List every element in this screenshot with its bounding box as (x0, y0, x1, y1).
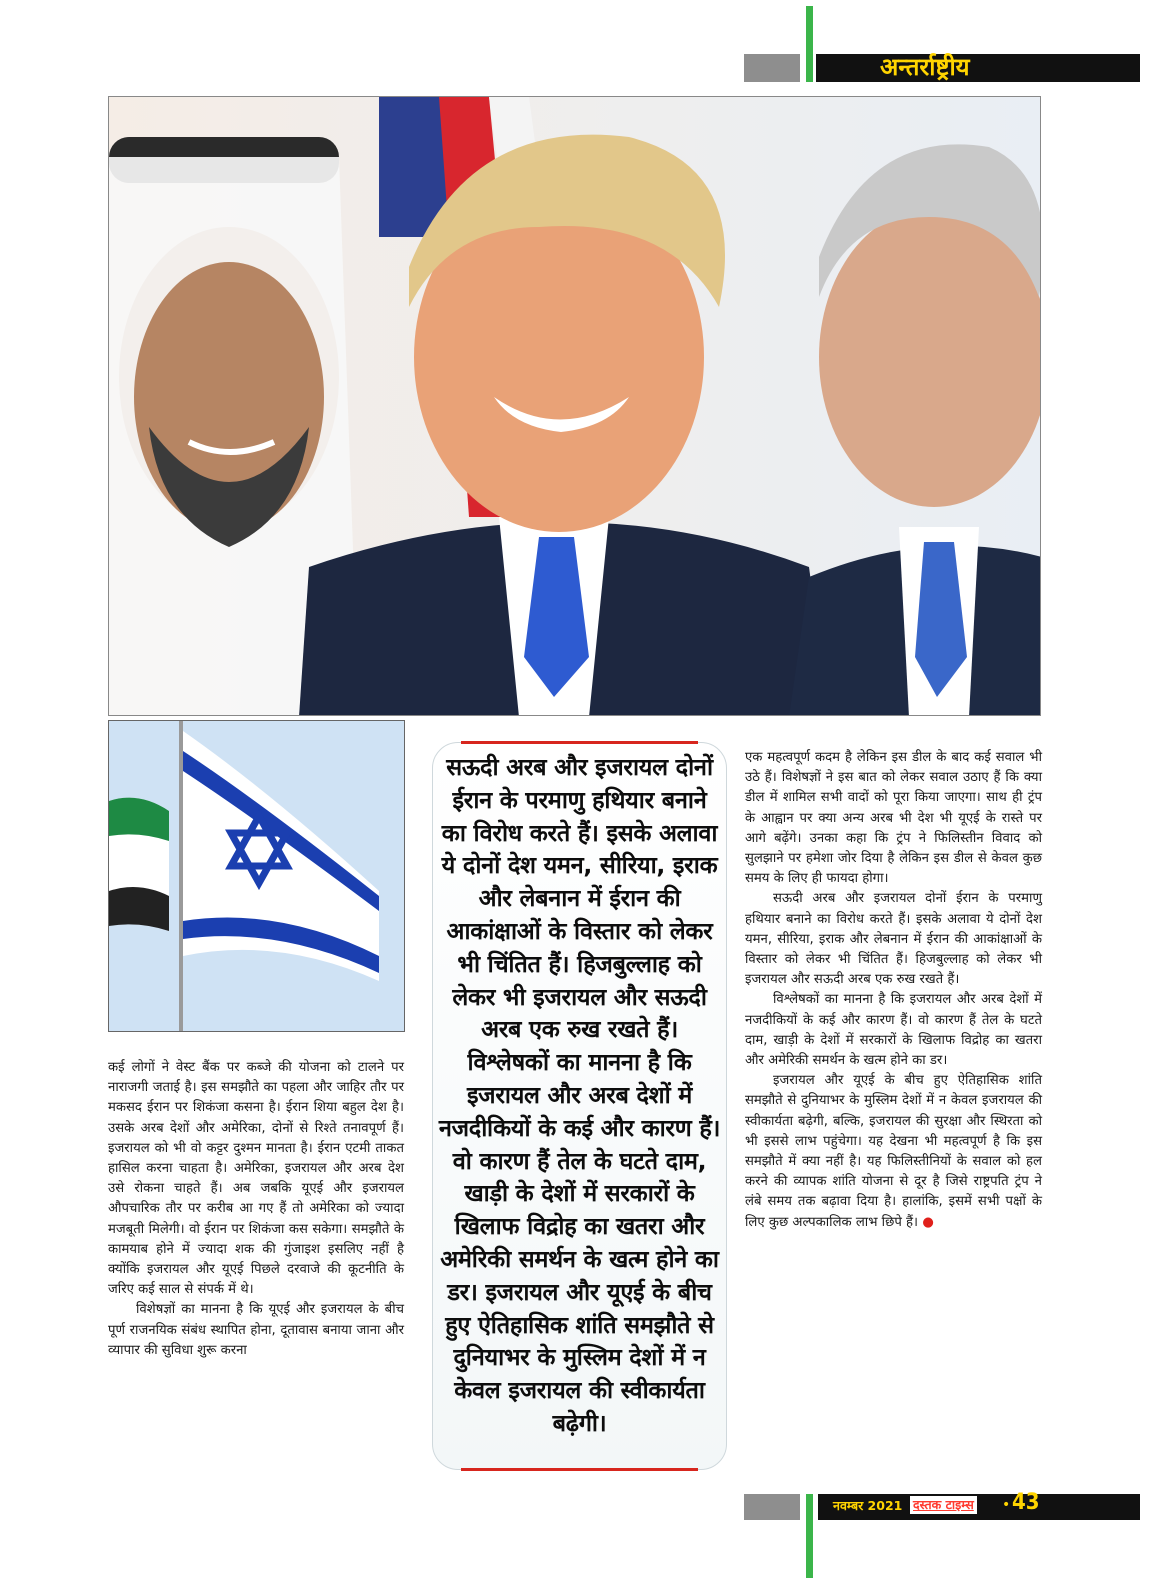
pull-quote-rule-top (461, 741, 698, 744)
paragraph: विशेषज्ञों का मानना है कि यूएई और इजरायल के बीच पूर्ण राजनयिक संबंध स्थापित होना, दूतावास बनाया जाना और व्यापार की सुविधा शुरू करना (108, 1302, 404, 1358)
article-column-left (108, 1058, 404, 1361)
flags-illustration (109, 721, 405, 1032)
header-gray-block (744, 54, 800, 82)
pull-quote-box (432, 742, 727, 1470)
footer-gray-block (744, 1494, 800, 1520)
paragraph-text: इजरायल और यूएई के बीच हुए ऐतिहासिक शांति समझौते से दुनियाभर के मुस्लिम देशों में न केवल इजरायल की स्वीकार्यता बढ़ेगी, बल्कि, इजरायल की सुरक्षा और स्थिरता को भी इससे लाभ पहुंचेगा। यह देखना भी महत्वपूर्ण है कि इस समझौते में क्या नहीं है। यह फिलिस्तीनियों के सवाल को हल करने की व्यापक शांति योजना से दूर है जिसे राष्ट्रपति ट्रंप ने लंबे समय तक बढ़ावा दिया है। हालांकि, इसमें सभी पक्षों के लिए कुछ अल्पकालिक लाभ छिपे हैं। (745, 1073, 1042, 1230)
header-green-rule (806, 6, 813, 82)
paragraph: एक महत्वपूर्ण कदम है लेकिन इस डील के बाद कई सवाल भी उठे हैं। विशेषज्ञों ने इस बात को लेकर सवाल उठाए हैं कि क्या डील में शामिल सभी वादों को पूरा किया जाएगा। साथ ही ट्रंप के आह्वान पर क्या अन्य अरब भी देश भी यूएई के रास्ते पर आगे बढ़ेंगे। उनका कहा कि ट्रंप ने फिलिस्तीन विवाद को सुलझाने पर हमेशा जोर दिया है लेकिन इस डील से केवल कुछ समय के लिए ही फायदा होगा। (745, 750, 1042, 887)
header-black-bar (816, 54, 1140, 82)
end-mark-icon: ● (922, 1214, 934, 1230)
page-number: 43 (1012, 1490, 1040, 1515)
footer-magazine-logo: दस्तक टाइम्स (910, 1496, 977, 1514)
hero-photo-illustration (109, 97, 1041, 716)
hero-photo (108, 96, 1041, 716)
paragraph: कई लोगों ने वेस्ट बैंक पर कब्जे की योजना को टालने पर नाराजगी जताई है। इस समझौते का पहला और जाहिर तौर पर मकसद ईरान पर शिकंजा कसना है। ईरान शिया बहुल देश है। उसके अरब देशों और अमेरिका, दोनों से रिश्ते तनावपूर्ण हैं। इजरायल को भी वो कट्टर दुश्मन मानता है। ईरान एटमी ताकत हासिल करना चाहता है। अमेरिका, इजरायल और अरब देश उसे रोकना चाहते हैं। अब जबकि यूएई और इजरायल औपचारिक तौर पर करीब आ गए हैं तो अमेरिका को ज्यादा मजबूती मिलेगी। वो ईरान पर शिकंजा कस सकेगा। समझौते के कामयाब होने में ज्यादा शक की गुंजाइश इसलिए नहीं है क्योंकि इजरायल और यूएई पिछले दरवाजे की कूटनीति के जरिए कई साल से संपर्क में थे। (108, 1060, 404, 1298)
pull-quote-text: सऊदी अरब और इजरायल दोनों ईरान के परमाणु हथियार बनाने का विरोध करते हैं। इसके अलावा ये दोनों देश यमन, सीरिया, इराक और लेबनान में ईरान की आकांक्षाओं के विस्तार को लेकर भी चिंतित हैं। हिजबुल्लाह को लेकर भी इजरायल और सऊदी अरब एक रुख रखते हैं। विश्लेषकों का मानना है कि इजरायल और अरब देशों में नजदीकियों के कई और कारण हैं। वो कारण हैं तेल के घटते दाम, खाड़ी के देशों में सरकारों के खिलाफ विद्रोह का खतरा और अमेरिकी समर्थन के खत्म होने का डर। इजरायल और यूएई के बीच हुए ऐतिहासिक शांति समझौते से दुनियाभर के मुस्लिम देशों में न केवल इजरायल की स्वीकार्यता बढ़ेगी। (438, 753, 721, 1437)
section-label: अन्तर्राष्ट्रीय (880, 52, 970, 81)
pull-quote-rule-bottom (461, 1468, 698, 1471)
flag-photo (108, 720, 405, 1032)
footer-green-rule (806, 1494, 813, 1578)
footer-bullet-icon: • (1002, 1497, 1011, 1513)
paragraph: सऊदी अरब और इजरायल दोनों ईरान के परमाणु हथियार बनाने का विरोध करते हैं। इसके अलावा ये दोनों देश यमन, सीरिया, इराक और लेबनान में ईरान की आकांक्षाओं के विस्तार को लेकर भी चिंतित हैं। हिजबुल्लाह को लेकर भी इजरायल और सऊदी अरब एक रुख रखते हैं। (745, 891, 1042, 988)
footer-issue-date: नवम्बर 2021 (833, 1498, 903, 1513)
paragraph-last (745, 1071, 1042, 1233)
article-column-right (745, 748, 1042, 1233)
paragraph: विश्लेषकों का मानना है कि इजरायल और अरब देशों में नजदीकियों के कई और कारण हैं। वो कारण हैं तेल के घटते दाम, खाड़ी के देशों में सरकारों के खिलाफ विद्रोह का खतरा और अमेरिकी समर्थन के खत्म होने का डर। (745, 992, 1042, 1069)
